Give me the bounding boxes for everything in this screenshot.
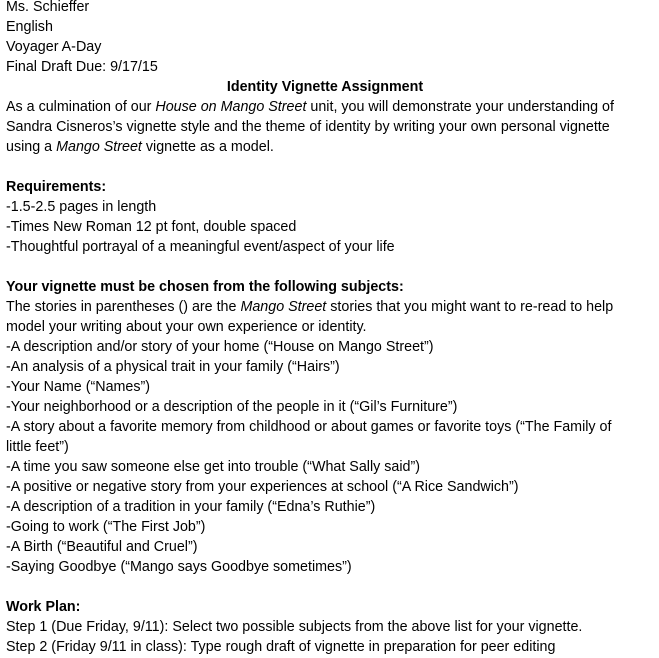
- work-plan-heading: Work Plan:: [6, 599, 81, 615]
- requirements-heading: Requirements:: [6, 179, 107, 195]
- assignment-title: Identity Vignette Assignment: [226, 79, 424, 95]
- subject-item: -Your Name (“Names”): [6, 379, 151, 395]
- subject-item: -A time you saw someone else get into trouble (“What Sally said”): [6, 459, 420, 475]
- subject-item: -A description of a tradition in your family (“Edna’s Ruthie”): [6, 499, 376, 515]
- intro-text: unit, you will demonstrate your understanding of: [306, 99, 614, 115]
- spacer: [6, 577, 656, 597]
- subject-item: -A Birth (“Beautiful and Cruel”): [6, 539, 198, 555]
- subject-item: -Going to work (“The First Job”): [6, 519, 206, 535]
- intro-text: using a: [6, 139, 57, 155]
- document: [6, 0, 656, 657]
- intro-line-2: Sandra Cisneros’s vignette style and the theme of identity by writing your own personal vignette: [6, 119, 610, 135]
- intro-book-title: House on Mango Street: [155, 99, 307, 115]
- requirement-item: -1.5-2.5 pages in length: [6, 199, 157, 215]
- subject-name: English: [6, 19, 53, 35]
- intro-line-1: [6, 97, 656, 117]
- subject-item: -A story about a favorite memory from childhood or about games or favorite toys (“The Family of: [6, 419, 612, 435]
- subject-item: -Your neighborhood or a description of the people in it (“Gil’s Furniture”): [6, 399, 458, 415]
- class-name: Voyager A-Day: [6, 39, 102, 55]
- intro-line-3: [6, 137, 656, 157]
- subject-item: -A positive or negative story from your experiences at school (“A Rice Sandwich”): [6, 479, 519, 495]
- subject-item: -A description and/or story of your home (“House on Mango Street”): [6, 339, 434, 355]
- subjects-note-line-1: [6, 297, 656, 317]
- requirement-item: -Thoughtful portrayal of a meaningful event/aspect of your life: [6, 239, 395, 255]
- subjects-heading: Your vignette must be chosen from the following subjects:: [6, 279, 404, 295]
- subject-item: -An analysis of a physical trait in your family (“Hairs”): [6, 359, 340, 375]
- subject-item: -Saying Goodbye (“Mango says Goodbye sometimes”): [6, 559, 352, 575]
- spacer: [6, 257, 656, 277]
- note-text: stories that you might want to re-read to help: [326, 299, 614, 315]
- due-date: Final Draft Due: 9/17/15: [6, 59, 158, 75]
- work-plan-step: Step 2 (Friday 9/11 in class): Type rough draft of vignette in preparation for peer editing: [6, 639, 556, 655]
- subjects-note-line-2: model your writing about your own experience or identity.: [6, 319, 367, 335]
- note-book-title: Mango Street: [240, 299, 327, 315]
- work-plan-step: Step 1 (Due Friday, 9/11): Select two possible subjects from the above list for your vignette.: [6, 619, 583, 635]
- teacher-name: Ms. Schieffer: [6, 0, 90, 15]
- requirement-item: -Times New Roman 12 pt font, double spaced: [6, 219, 297, 235]
- spacer: [6, 157, 656, 177]
- note-text: The stories in parentheses () are the: [6, 299, 241, 315]
- intro-text: vignette as a model.: [141, 139, 274, 155]
- intro-text: As a culmination of our: [6, 99, 156, 115]
- intro-book-title: Mango Street: [56, 139, 142, 155]
- subject-item-continued: little feet”): [6, 439, 69, 455]
